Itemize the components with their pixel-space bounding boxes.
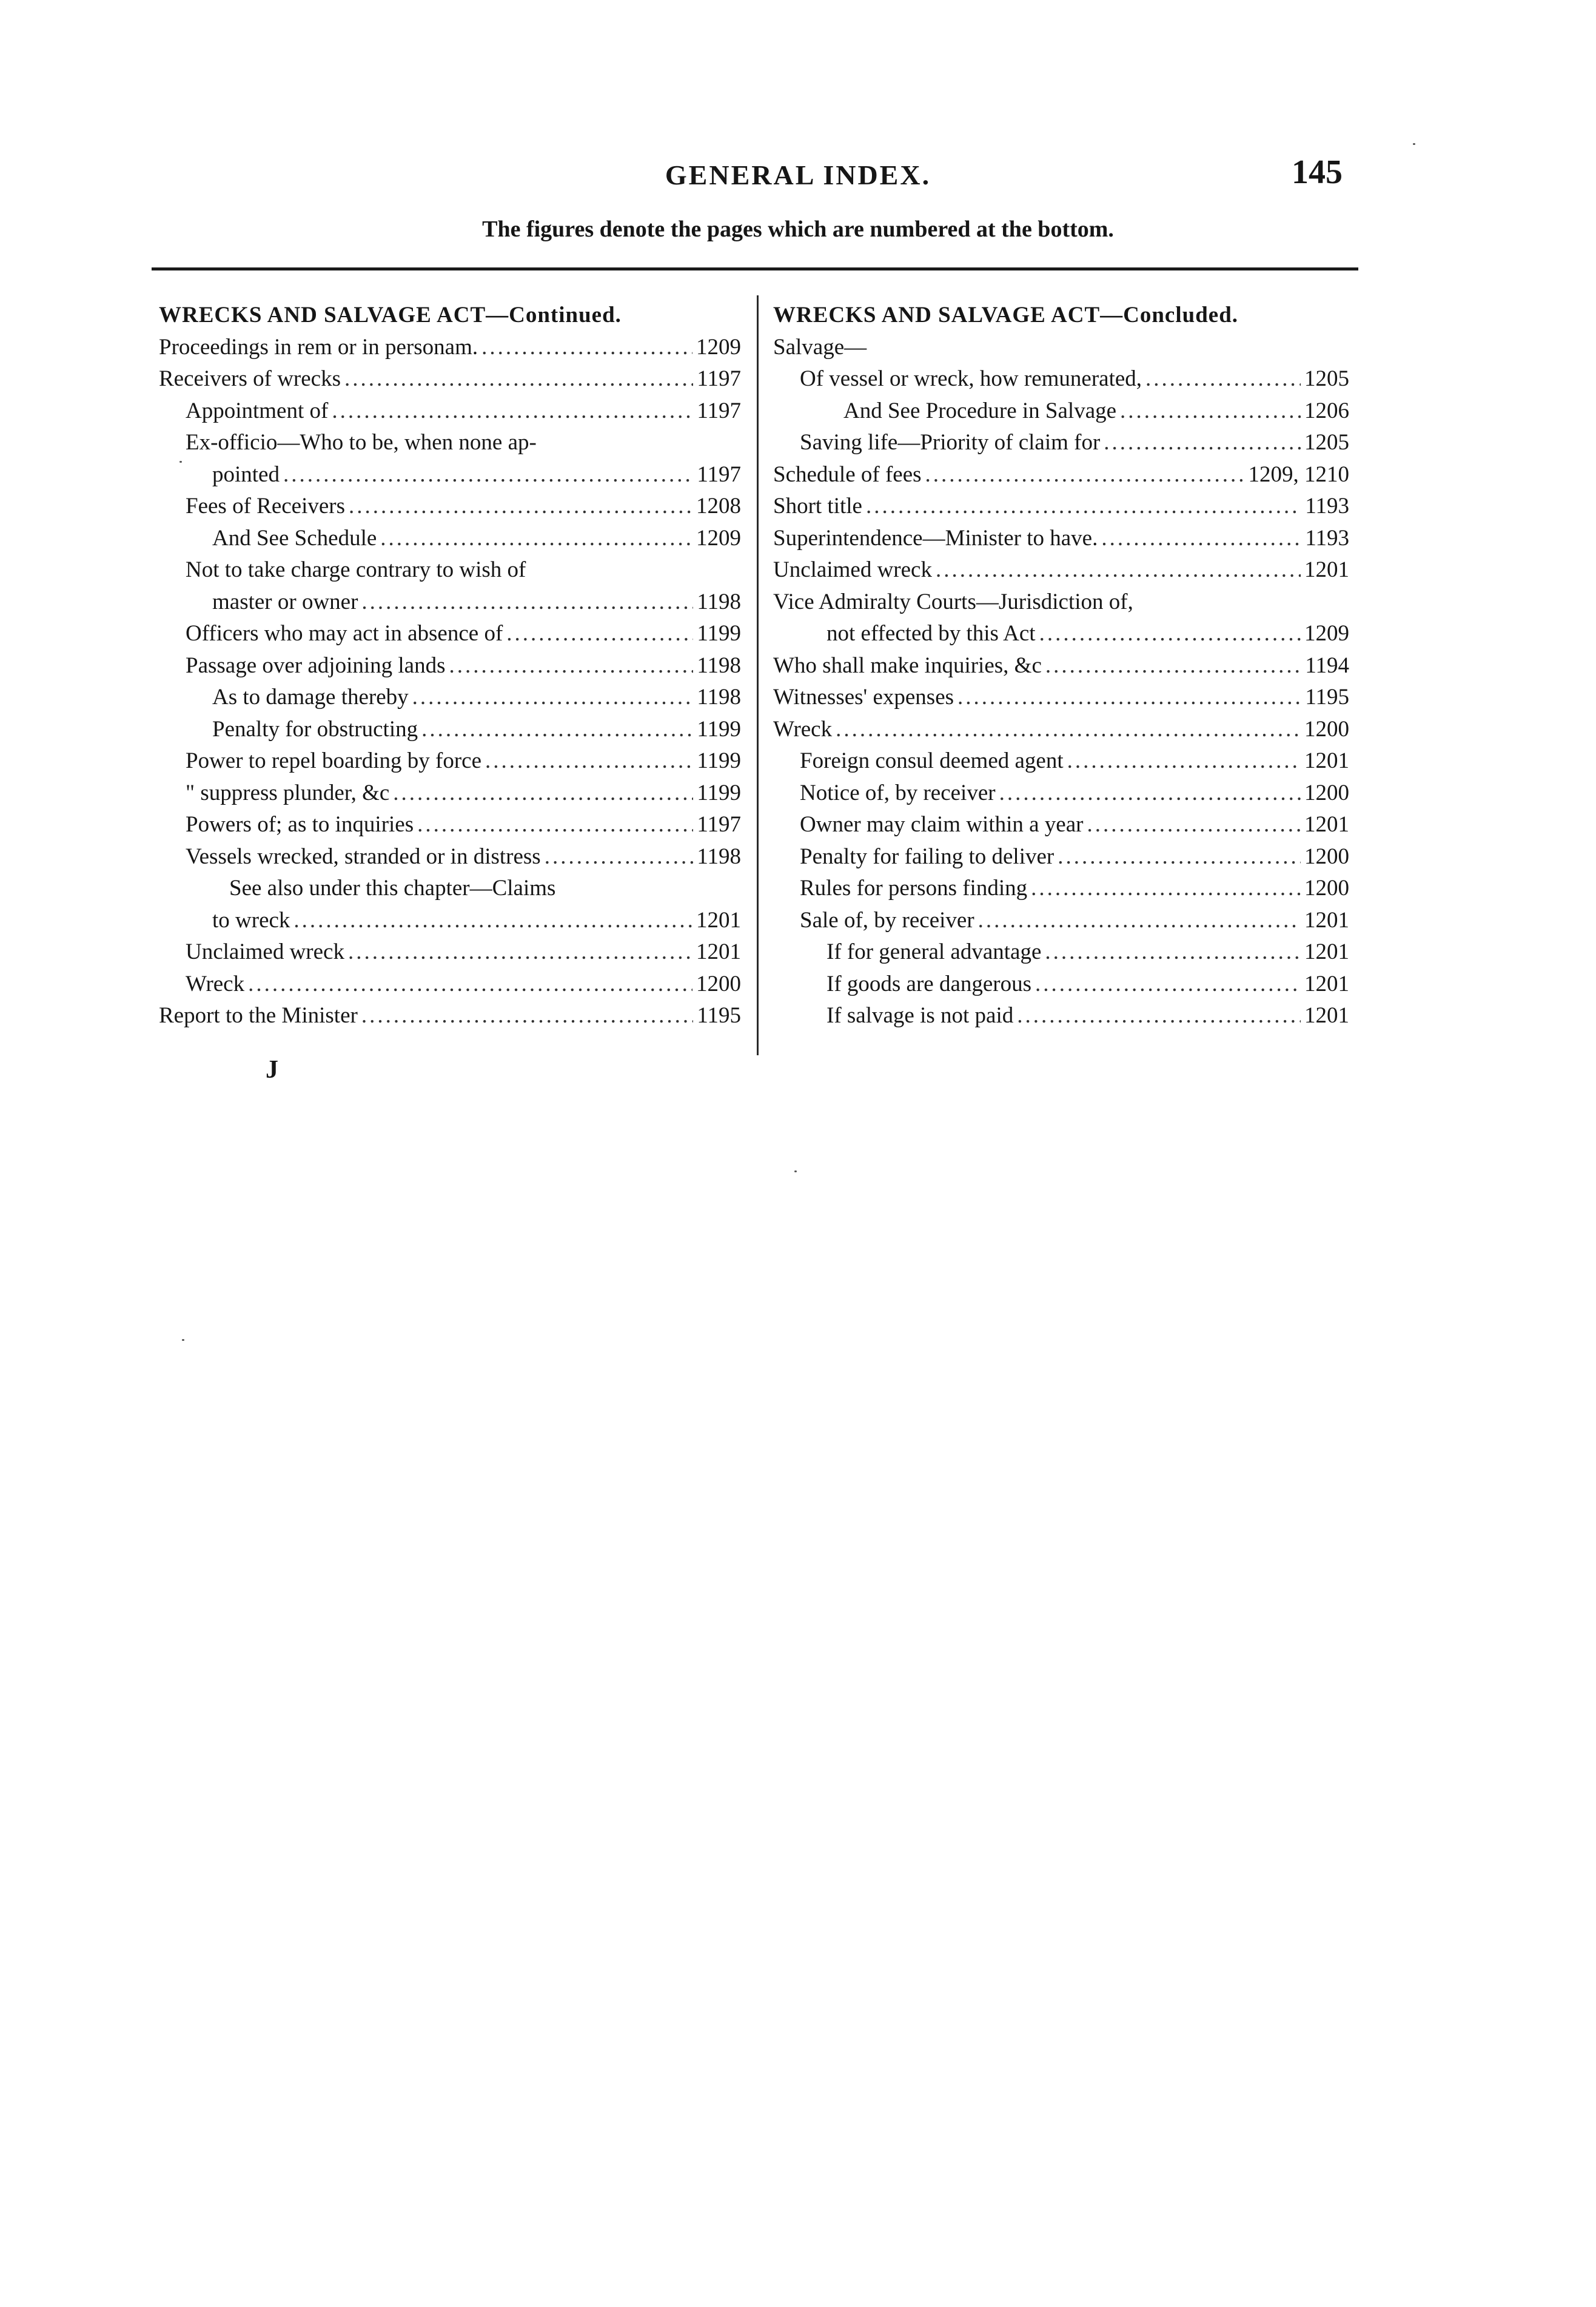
entry-text: Vessels wrecked, stranded or in distress xyxy=(186,844,541,869)
dot-leader xyxy=(348,936,692,969)
entry-page-ref: 1197 xyxy=(697,366,741,391)
entry-page-ref: 1198 xyxy=(697,844,741,869)
entry-page-ref: 1198 xyxy=(697,685,741,710)
entry-text: If salvage is not paid xyxy=(827,1003,1014,1028)
entry-text: Receivers of wrecks xyxy=(159,366,341,391)
entry-page-ref: 1209 xyxy=(696,525,741,551)
right-index-entry xyxy=(773,1000,1349,1032)
entry-page-ref: 1208 xyxy=(696,494,741,519)
print-speck xyxy=(179,461,182,463)
entry-text: Rules for persons finding xyxy=(800,876,1028,901)
right-index-column xyxy=(773,300,1349,1032)
right-index-entry xyxy=(773,523,1349,555)
right-index-entry xyxy=(773,873,1349,905)
left-index-entry xyxy=(159,491,741,523)
entry-page-ref: 1205 xyxy=(1304,366,1349,391)
entry-page-ref: 1200 xyxy=(696,971,741,996)
entry-text: Ex-officio—Who to be, when none ap- xyxy=(186,430,537,455)
header-rule xyxy=(152,267,1358,270)
entry-page-ref: 1201 xyxy=(1304,748,1349,773)
right-index-entry xyxy=(773,905,1349,937)
entry-page-ref: 1199 xyxy=(697,748,741,773)
entry-page-ref: 1205 xyxy=(1304,430,1349,455)
entry-text: not effected by this Act xyxy=(827,621,1036,646)
left-index-entry xyxy=(159,969,741,1001)
entry-page-ref: 1197 xyxy=(697,812,741,837)
right-index-entry xyxy=(773,650,1349,682)
entry-text: Officers who may act in absence of xyxy=(186,621,503,646)
entry-text: Unclaimed wreck xyxy=(773,557,932,582)
dot-leader xyxy=(421,714,693,746)
right-index-entry xyxy=(773,714,1349,746)
left-index-entry xyxy=(159,332,741,364)
dot-leader xyxy=(1101,523,1301,555)
right-index-entry xyxy=(773,618,1349,650)
entry-page-ref: 1201 xyxy=(1304,1003,1349,1028)
dot-leader xyxy=(836,714,1301,746)
dot-leader xyxy=(332,395,693,428)
left-heading-text: WRECKS AND SALVAGE ACT—Continued. xyxy=(159,303,622,327)
entry-text: Saving life—Priority of claim for xyxy=(800,430,1101,455)
entry-page-ref: 1197 xyxy=(697,398,741,423)
entry-text: Penalty for failing to deliver xyxy=(800,844,1054,869)
entry-page-ref: 1200 xyxy=(1304,844,1349,869)
entry-text: pointed xyxy=(212,462,280,487)
entry-text: If for general advantage xyxy=(827,939,1042,964)
dot-leader xyxy=(412,682,694,714)
entry-page-ref: 1201 xyxy=(1304,557,1349,582)
right-index-entry xyxy=(773,554,1349,586)
left-column-heading xyxy=(159,300,741,332)
left-index-entry xyxy=(159,841,741,873)
left-index-entry xyxy=(159,777,741,810)
entry-text: Sale of, by receiver xyxy=(800,907,974,933)
left-index-entry xyxy=(159,936,741,969)
entry-text: Wreck xyxy=(773,716,833,742)
entry-page-ref: 1193 xyxy=(1305,525,1349,551)
dot-leader xyxy=(1058,841,1301,873)
left-index-entry xyxy=(159,363,741,395)
right-index-entry xyxy=(773,809,1349,841)
left-index-entry xyxy=(159,682,741,714)
entry-text: Penalty for obstructing xyxy=(212,716,418,742)
dot-leader xyxy=(866,491,1301,523)
entry-text: Salvage— xyxy=(773,334,867,360)
entry-page-ref: 1194 xyxy=(1305,653,1349,678)
entry-text: master or owner xyxy=(212,589,358,614)
entry-text: Owner may claim within a year xyxy=(800,812,1084,837)
entry-page-ref: 1209, 1210 xyxy=(1248,462,1349,487)
entry-text: Unclaimed wreck xyxy=(186,939,344,964)
dot-leader xyxy=(1104,427,1301,459)
entry-page-ref: 1201 xyxy=(1304,907,1349,933)
left-index-entry xyxy=(159,586,741,619)
dot-leader xyxy=(380,523,692,555)
entry-text: Power to repel boarding by force xyxy=(186,748,482,773)
entry-page-ref: 1193 xyxy=(1305,494,1349,519)
dot-leader xyxy=(1145,363,1301,395)
right-index-entry xyxy=(773,586,1349,619)
entry-text: Foreign consul deemed agent xyxy=(800,748,1064,773)
left-index-entry xyxy=(159,873,741,905)
entry-text: Passage over adjoining lands xyxy=(186,653,446,678)
left-index-entry xyxy=(159,523,741,555)
entry-page-ref: 1201 xyxy=(1304,812,1349,837)
entry-text: Short title xyxy=(773,494,862,519)
left-index-entry xyxy=(159,809,741,841)
dot-leader xyxy=(957,682,1301,714)
right-index-entry xyxy=(773,936,1349,969)
right-index-entry xyxy=(773,777,1349,810)
entry-text: Proceedings in rem or in personam. xyxy=(159,334,478,360)
left-index-column xyxy=(159,300,741,1032)
right-index-entry xyxy=(773,745,1349,777)
right-index-entry xyxy=(773,427,1349,459)
dot-leader xyxy=(978,905,1301,937)
right-index-entry xyxy=(773,332,1349,364)
left-index-entry xyxy=(159,905,741,937)
entry-text: If goods are dangerous xyxy=(827,971,1032,996)
dot-leader xyxy=(1031,873,1301,905)
dot-leader xyxy=(1067,745,1301,777)
right-index-entry xyxy=(773,969,1349,1001)
entry-text: And See Schedule xyxy=(212,525,377,551)
entry-page-ref: 1209 xyxy=(1304,621,1349,646)
left-index-entry xyxy=(159,650,741,682)
entry-page-ref: 1201 xyxy=(696,907,741,933)
entry-text: As to damage thereby xyxy=(212,685,409,710)
left-index-entry xyxy=(159,554,741,586)
entry-page-ref: 1201 xyxy=(696,939,741,964)
right-index-entry xyxy=(773,841,1349,873)
print-speck xyxy=(794,1170,797,1172)
dot-leader xyxy=(417,809,693,841)
dot-leader xyxy=(1087,809,1301,841)
entry-text: Not to take charge contrary to wish of xyxy=(186,557,526,582)
entry-text: And See Procedure in Salvage xyxy=(843,398,1117,423)
entry-text: Notice of, by receiver xyxy=(800,780,996,805)
entry-text: Who shall make inquiries, &c xyxy=(773,653,1042,678)
dot-leader xyxy=(936,554,1301,586)
entry-page-ref: 1195 xyxy=(1305,685,1349,710)
dot-leader xyxy=(283,459,693,491)
entry-text: Schedule of fees xyxy=(773,462,922,487)
entry-page-ref: 1199 xyxy=(697,716,741,742)
entry-text: " suppress plunder, &c xyxy=(186,780,390,805)
entry-page-ref: 1200 xyxy=(1304,876,1349,901)
dot-leader xyxy=(925,459,1245,491)
dot-leader xyxy=(1120,395,1301,428)
entry-page-ref: 1201 xyxy=(1304,971,1349,996)
dot-leader xyxy=(344,363,693,395)
dot-leader xyxy=(485,745,693,777)
entry-page-ref: 1199 xyxy=(697,621,741,646)
dot-leader xyxy=(361,586,693,619)
left-index-entry xyxy=(159,459,741,491)
dot-leader xyxy=(999,777,1301,810)
entry-text: Fees of Receivers xyxy=(186,494,346,519)
page-subtitle: The figures denote the pages which are numbered at the bottom. xyxy=(482,217,1114,242)
right-index-entry xyxy=(773,491,1349,523)
print-speck xyxy=(1413,143,1415,145)
signature-mark: J xyxy=(266,1056,278,1084)
right-index-entry xyxy=(773,395,1349,428)
entry-text: See also under this chapter—Claims xyxy=(229,876,556,901)
entry-text: Vice Admiralty Courts—Jurisdiction of, xyxy=(773,589,1133,614)
column-divider xyxy=(757,295,759,1055)
left-index-entry xyxy=(159,714,741,746)
print-speck xyxy=(182,1339,184,1341)
dot-leader xyxy=(248,969,692,1001)
left-index-entry xyxy=(159,427,741,459)
right-column-heading xyxy=(773,300,1349,332)
entry-page-ref: 1201 xyxy=(1304,939,1349,964)
entry-page-ref: 1200 xyxy=(1304,780,1349,805)
entry-page-ref: 1197 xyxy=(697,462,741,487)
entry-text: to wreck xyxy=(212,907,290,933)
page-number: 145 xyxy=(1292,153,1343,191)
right-index-entry xyxy=(773,682,1349,714)
entry-page-ref: 1199 xyxy=(697,780,741,805)
entry-text: Superintendence—Minister to have. xyxy=(773,525,1098,551)
dot-leader xyxy=(1039,618,1301,650)
left-index-entry xyxy=(159,618,741,650)
entry-page-ref: 1200 xyxy=(1304,716,1349,742)
entry-page-ref: 1206 xyxy=(1304,398,1349,423)
dot-leader xyxy=(481,332,692,364)
entry-page-ref: 1198 xyxy=(697,653,741,678)
entry-text: Wreck xyxy=(186,971,245,996)
entry-text: Witnesses' expenses xyxy=(773,685,954,710)
dot-leader xyxy=(349,491,692,523)
dot-leader xyxy=(1045,650,1301,682)
dot-leader xyxy=(361,1000,694,1032)
dot-leader xyxy=(506,618,693,650)
left-index-entry xyxy=(159,745,741,777)
left-index-entry xyxy=(159,395,741,428)
dot-leader xyxy=(1035,969,1301,1001)
dot-leader xyxy=(1017,1000,1301,1032)
dot-leader xyxy=(1045,936,1301,969)
dot-leader xyxy=(545,841,694,873)
right-heading-text: WRECKS AND SALVAGE ACT—Concluded. xyxy=(773,303,1239,327)
page-title: GENERAL INDEX. xyxy=(665,160,931,190)
right-index-entry xyxy=(773,459,1349,491)
entry-text: Appointment of xyxy=(186,398,329,423)
entry-page-ref: 1209 xyxy=(696,334,741,360)
dot-leader xyxy=(293,905,692,937)
entry-page-ref: 1195 xyxy=(697,1003,741,1028)
entry-text: Powers of; as to inquiries xyxy=(186,812,414,837)
dot-leader xyxy=(449,650,694,682)
entry-text: Report to the Minister xyxy=(159,1003,358,1028)
entry-page-ref: 1198 xyxy=(697,589,741,614)
right-index-entry xyxy=(773,363,1349,395)
entry-text: Of vessel or wreck, how remunerated, xyxy=(800,366,1142,391)
dot-leader xyxy=(393,777,693,810)
left-index-entry xyxy=(159,1000,741,1032)
